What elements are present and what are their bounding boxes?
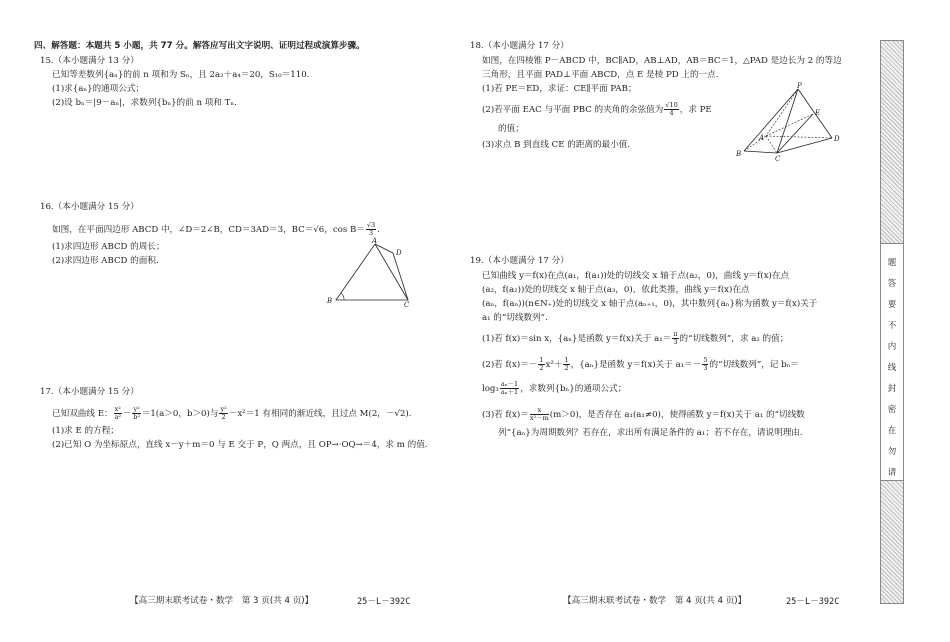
seal-char: 线 — [887, 363, 897, 373]
left-footer: 【高三期末联考试卷・数学 第 3 页(共 4 页)】 — [130, 596, 314, 606]
cos-fraction: $\frac{√3}{3}$ — [366, 221, 376, 237]
right-paper-code: 25－L－392C — [786, 597, 840, 607]
q15-title: 15.（本小题满分 13 分） — [40, 56, 139, 66]
q16-part2: (2)求四边形 ABCD 的面积. — [52, 256, 159, 266]
label-E: E — [815, 109, 821, 117]
q18-part1: (1)若 PE＝ED，求证：CE∥平面 PAB； — [482, 84, 637, 94]
label-C: C — [775, 155, 781, 162]
q19-line3: (aₙ，f(aₙ))(n∈N₊)处的切线交 x 轴于点(aₙ₊₁，0)，其中数列{aₙ}称为函数 y＝f(x)关于 — [482, 299, 818, 309]
label-B: B — [327, 297, 333, 305]
q16-title: 16.（本小题满分 15 分） — [40, 202, 139, 212]
q18-line2: 三角形，且平面 PAD⊥平面 ABCD，点 E 是棱 PD 上的一点. — [482, 70, 719, 80]
seal-char: 密 — [887, 405, 897, 415]
q15-part1: (1)求{aₙ}的通项公式； — [52, 84, 145, 94]
seal-char: 不 — [887, 321, 897, 331]
q19-line2: (a₂，f(a₂))处的切线交 x 轴于点(a₃，0)，依此类推，曲线 y＝f(x)在点 — [482, 285, 750, 295]
quadrilateral-figure — [322, 236, 418, 308]
q17-part1: (1)求 E 的方程； — [52, 426, 119, 436]
seal-char: 在 — [887, 426, 897, 436]
label-A: A — [759, 134, 765, 142]
q17-part2: (2)已知 O 为坐标原点，直线 x－y＋m＝0 与 E 交于 P，Q 两点，且 OP→·OQ→＝4，求 m 的值. — [52, 440, 428, 450]
label-A: A — [372, 237, 378, 245]
seal-char: 勿 — [887, 447, 897, 457]
q19-part2: (2)若 f(x)＝－ $\frac{1}{2}$ x²＋ $\frac{1}{2}$ ，{aₙ}是函数 y＝f(x)关于 a₁＝－ $\frac{5}{3}$ 的“切线数列”，记 bₙ＝ — [482, 356, 799, 372]
label-C: C — [404, 301, 410, 308]
q19-part2-cont: log₃ $\frac{\text{aₙ－1}}{\text{aₙ＋1}}$ ，求数列{bₙ}的通项公式； — [482, 380, 627, 396]
label-P: P — [797, 82, 802, 90]
seal-warning-box — [881, 243, 903, 481]
right-footer: 【高三期末联考试卷・数学 第 4 页(共 4 页)】 — [563, 596, 747, 606]
seal-char: 封 — [887, 384, 897, 394]
q19-part3: (3)若 f(x)＝ $\frac{x}{\text{x²－m}}$ (m＞0)，是否存在 a₁(a₁≠0)，使得函数 y＝f(x)关于 a₁ 的“切线数 — [482, 406, 805, 422]
seal-char: 题 — [887, 258, 897, 268]
q16-stem: 如图，在平面四边形 ABCD 中，∠D＝2∠B，CD＝3AD＝3，BC＝√6，cos B＝ $\frac{√3}{3}$ . — [52, 221, 380, 237]
seal-char: 答 — [887, 279, 897, 289]
q19-part1: (1)若 f(x)＝sin x，{aₙ}是函数 y＝f(x)关于 a₁＝ $\frac{\pi}{3}$ 的“切线数列”，求 a₂ 的值； — [482, 330, 789, 346]
q17-title: 17.（本小题满分 15 分） — [40, 387, 139, 397]
seal-char: 要 — [887, 300, 897, 310]
label-B: B — [736, 150, 742, 158]
left-paper-code: 25－L－392C — [357, 597, 411, 607]
pyramid-figure — [734, 80, 846, 162]
label-D: D — [834, 135, 840, 143]
q18-line1: 如图，在四棱锥 P－ABCD 中，BC∥AD，AB⊥AD，AB＝BC＝1，△PAD 是边长为 2 的等边 — [482, 56, 842, 66]
q19-line4: a₁ 的“切线数列”. — [482, 313, 548, 323]
seal-char: 内 — [887, 342, 897, 352]
q18-part2-cont: 的值； — [498, 124, 524, 134]
section-heading: 四、解答题：本题共 5 小题，共 77 分。解答应写出文字说明、证明过程或演算步骤。 — [34, 41, 365, 51]
q16-part1: (1)求四边形 ABCD 的周长； — [52, 242, 165, 252]
label-D: D — [396, 249, 402, 257]
q19-line1: 已知曲线 y＝f(x)在点(a₁，f(a₁))处的切线交 x 轴于点(a₂，0)，曲线 y＝f(x)在点 — [482, 271, 790, 281]
q19-part3-cont: 列”{aₙ}为周期数列？若存在，求出所有满足条件的 a₁；若不存在，请说明理由. — [498, 428, 803, 438]
q18-title: 18.（本小题满分 17 分） — [470, 41, 569, 51]
q19-title: 19.（本小题满分 17 分） — [470, 256, 569, 266]
q18-part3: (3)求点 B 到直线 CE 的距离的最小值. — [482, 140, 631, 150]
q18-part2: (2)若平面 EAC 与平面 PBC 的夹角的余弦值为 $\frac{√10}{4}$ ，求 PE — [482, 101, 712, 117]
seal-line-strip — [880, 40, 904, 604]
q17-stem: 已知双曲线 E： $\frac{\text{x²}}{\text{a²}}$ － $\frac{\text{y²}}{\text{b²}}$ ＝1(a＞0，b＞0)与 $\frac{\text{y²}}{2}$ －x²＝1 有相同的渐近线，且过点 M(2，－√2). — [52, 405, 412, 421]
q15-part2: (2)设 bₙ＝|9－aₙ|，求数列{bₙ}的前 n 项和 Tₙ. — [52, 98, 237, 108]
q15-stem: 已知等差数列{aₙ}的前 n 项和为 Sₙ，且 2a₂＋a₄＝20，S₁₀＝110. — [52, 70, 310, 80]
seal-char: 请 — [887, 468, 897, 478]
